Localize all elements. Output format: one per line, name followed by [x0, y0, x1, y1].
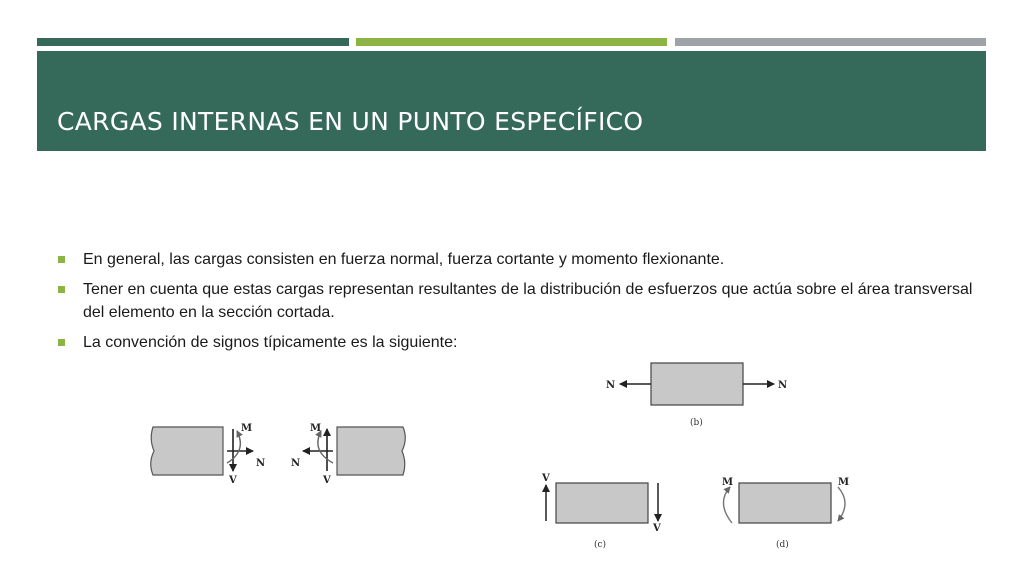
- bullet-text: En general, las cargas consisten en fuerza normal, fuerza cortante y momento flexionante.: [83, 251, 725, 268]
- label-m-right: M: [310, 423, 322, 434]
- bullet-square-icon: [58, 286, 65, 293]
- label-n-left: N: [256, 458, 266, 469]
- bullet-square-icon: [58, 339, 65, 346]
- moment-arc-right: [318, 431, 333, 463]
- label-v-right: V: [323, 475, 331, 486]
- slide-title: CARGAS INTERNAS EN UN PUNTO ESPECÍFICO: [57, 107, 644, 136]
- block-c: [556, 483, 648, 523]
- label-m-d-left: M: [722, 477, 734, 488]
- label-m-d-right: M: [838, 477, 850, 488]
- label-n-b-left: N: [606, 380, 616, 391]
- title-banner: [37, 51, 986, 151]
- label-v-c-right: V: [653, 523, 661, 534]
- caption-b: (b): [690, 418, 703, 428]
- internal-loads-figure: [145, 405, 410, 497]
- block-b: [651, 363, 743, 405]
- bullet-square-icon: [58, 256, 65, 263]
- block-d: [739, 483, 831, 523]
- accent-bar-light-green: [356, 38, 667, 46]
- caption-d: (d): [776, 540, 789, 550]
- bullet-text: La convención de signos típicamente es la siguiente:: [83, 334, 458, 351]
- right-beam-segment: [337, 427, 405, 475]
- label-n-b-right: N: [778, 380, 788, 391]
- sign-convention-figure: [528, 343, 866, 556]
- internal-loads-diagram: [145, 405, 410, 497]
- bullet-item: [58, 248, 978, 271]
- label-v-left: V: [229, 475, 237, 486]
- label-v-c-left: V: [542, 473, 550, 484]
- accent-bar-gray: [675, 38, 986, 46]
- moment-arc-right-d: [838, 487, 845, 521]
- caption-c: (c): [594, 540, 607, 550]
- bullet-item: [58, 278, 978, 324]
- sign-convention-diagram: [528, 343, 866, 556]
- left-beam-segment: [151, 427, 223, 475]
- label-m-left: M: [241, 423, 253, 434]
- accent-bar-dark-green: [37, 38, 349, 46]
- moment-arc-left-d: [723, 487, 732, 523]
- bullet-text: Tener en cuenta que estas cargas representan resultantes de la distribución de esfuerzos que actúa sobre el área transversal del elemento en la sección cortada.: [83, 281, 973, 321]
- label-n-right: N: [291, 458, 301, 469]
